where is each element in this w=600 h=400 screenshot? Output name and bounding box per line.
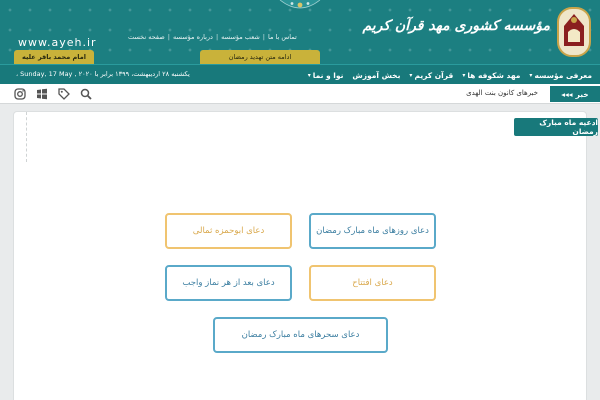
page-title: ادعیه ماه مبارک رمضان: [514, 118, 598, 136]
chevron-down-icon: ▾: [529, 71, 533, 79]
top-link-home[interactable]: صفحه نخست: [128, 33, 165, 41]
nav-item-blossoms[interactable]: [462, 71, 520, 80]
top-link-contact[interactable]: تماس با ما: [267, 33, 297, 41]
news-tag-label: خبر: [575, 89, 589, 99]
site-url[interactable]: www.ayeh.ir: [18, 36, 97, 49]
current-date: یکشنبه ۲۸ اردیبهشت، ۱۳۹۹ برابر با Sunday, 17 May , ۲۰۲۰ ،: [16, 70, 190, 78]
chevron-down-icon: ▾: [307, 71, 311, 79]
content-card: [13, 111, 587, 400]
prayer-button-ramadan-suhoor[interactable]: دعای سحرهای ماه مبارک رمضان: [213, 317, 388, 353]
top-link-branches[interactable]: شعب مؤسسه: [221, 33, 260, 41]
news-bar: [0, 84, 600, 104]
arrows-icon: ◂◂◂: [561, 89, 573, 99]
yellow-strip: [0, 50, 600, 64]
chevron-down-icon: ▾: [409, 71, 413, 79]
separator: |: [262, 33, 265, 41]
news-headline[interactable]: خبرهای کانون بنت الهدی: [466, 89, 538, 97]
nav-item-education[interactable]: [352, 71, 400, 80]
quote-badge-label: امام محمد باقر علیه: [22, 53, 86, 61]
nav-item-label: مهد شکوفه ها: [467, 70, 521, 80]
search-icon[interactable]: [78, 86, 93, 101]
divider: [26, 112, 30, 162]
nav-item-quran[interactable]: [409, 71, 453, 80]
prayer-button-ramadan-days[interactable]: دعای روزهای ماه مبارک رمضان: [309, 213, 436, 249]
nav-item-about[interactable]: [529, 71, 592, 80]
instagram-icon[interactable]: [12, 86, 27, 101]
site-header: [0, 0, 600, 64]
tag-icon[interactable]: [56, 86, 71, 101]
top-ornament-icon: [278, 0, 322, 12]
logo-text: مؤسسه کشوری مهد قرآن کریم: [362, 18, 550, 34]
prayer-button-iftitah[interactable]: دعای افتتاح: [309, 265, 436, 301]
nav-item-label: معرفی مؤسسه: [534, 70, 592, 80]
separator: |: [215, 33, 219, 41]
prayer-button-abu-hamza[interactable]: دعای ابوحمزه ثمالی: [165, 213, 292, 249]
main-nav: [0, 64, 600, 84]
news-tag: [550, 86, 600, 102]
ticker-label: ادامه متن تهدید رمضان: [228, 53, 292, 61]
ticker-badge[interactable]: [200, 50, 320, 64]
quote-badge: [14, 50, 94, 64]
top-link-about[interactable]: درباره مؤسسه: [172, 33, 213, 41]
chevron-down-icon: ▾: [462, 71, 466, 79]
header-icons: [12, 86, 93, 101]
nav-menu: [308, 65, 592, 85]
prayer-button-after-prayer[interactable]: دعای بعد از هر نماز واجب: [165, 265, 292, 301]
nav-item-nava-nama[interactable]: [308, 71, 344, 80]
nav-item-label: نوا و نما: [312, 70, 344, 80]
separator: |: [167, 33, 170, 41]
nav-item-label: بخش آموزش: [352, 70, 401, 80]
nav-item-label: قرآن کریم: [414, 70, 454, 80]
apps-icon[interactable]: [34, 86, 49, 101]
top-links: [128, 33, 298, 41]
